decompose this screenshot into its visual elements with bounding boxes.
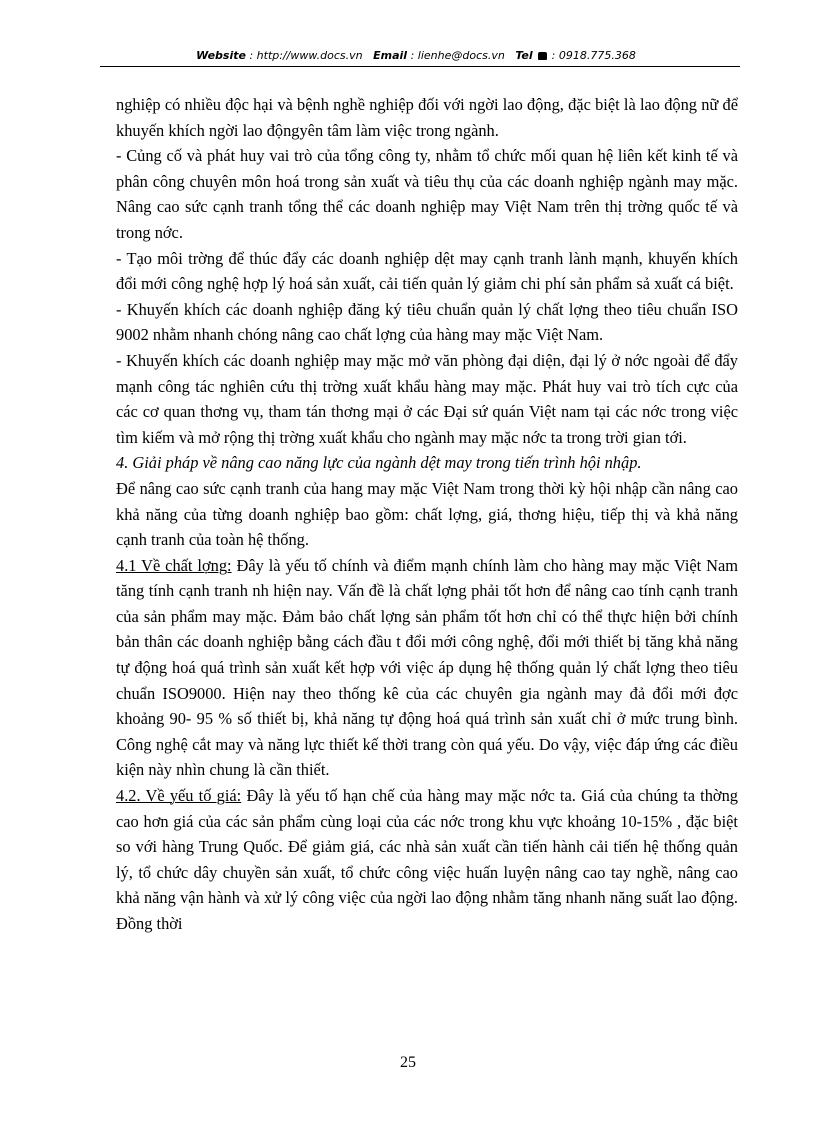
section-label: 4.2. Về yếu tố giá: xyxy=(116,786,242,806)
tel-label: Tel xyxy=(515,49,533,62)
page-number: 25 xyxy=(400,1054,416,1071)
section-heading: 4. Giải pháp về nâng cao năng lực của ngành dệt may trong tiến trình hội nhập. xyxy=(116,453,642,473)
paragraph: - Tạo môi trờng để thúc đẩy các doanh nghiệp dệt may cạnh tranh lành mạnh, khuyến khích đổi mới công nghệ hợp lý hoá sản xuất, cải tiến quản lý giảm chi phí sản phẩm sả xuất cá biệt. xyxy=(116,248,738,294)
section-label: 4.1 Về chất lợng: xyxy=(116,555,232,575)
paragraph: Để nâng cao sức cạnh tranh của hang may mặc Việt Nam trong thời kỳ hội nhập cần nâng cao khả năng của từng doanh nghiệp bao gồm: chất lợng, giá, thơng hiệu, tiếp thị và khả năng cạnh tranh của toàn hệ thống. xyxy=(116,478,738,550)
email-address[interactable]: : lienhe@docs.vn xyxy=(410,49,505,62)
section-text: Đây là yếu tố chính và điểm mạnh chính làm cho hàng may mặc Việt Nam tăng tính cạnh tranh nh hiện nay. Vấn đề là chất lợng phải tốt hơn để nâng cao tính cạnh tranh của sản phẩm may mặc. Đảm bảo chất lợng sản phẩm tốt hơn chỉ có thể thực hiện bởi chính bản thân các doanh nghiệp bằng cách đầu t đổi mới công nghệ, đổi mới thiết bị tăng khả năng tự động hoá quá trình sản xuất kết hợp với việc áp dụng hệ thống quản lý chất lợng theo tiêu chuẩn ISO9000. Hiện nay theo thống kê của các chuyên gia ngành may đả đổi mới đợc khoảng 90- 95 % số thiết bị, khả năng tự động hoá quá trình sản xuất chỉ ở mức trung bình. Công nghệ cắt may và năng lực thiết kế thời trang còn quá yếu. Do vậy, việc đáp ứng các điều kiện này nhìn chung là cần thiết. xyxy=(116,555,738,780)
section-4-2-paragraph xyxy=(116,783,738,937)
phone-icon xyxy=(538,52,547,60)
website-label: Website xyxy=(196,49,246,62)
website-url[interactable]: : http://www.docs.vn xyxy=(249,49,363,62)
email-label: Email xyxy=(373,49,408,62)
paragraph: - Khuyến khích các doanh nghiệp đăng ký tiêu chuẩn quản lý chất lợng theo tiêu chuẩn ISO 9002 nhằm nhanh chóng nâng cao chất lợng của hàng may mặc Việt Nam. xyxy=(116,299,738,345)
paragraph: nghiệp có nhiều độc hại và bệnh nghề nghiệp đối với ngời lao động, đặc biệt là lao động nữ để khuyến khích ngời lao độngyên tâm làm việc trong ngành. xyxy=(116,95,738,140)
tel-number: : 0918.775.368 xyxy=(551,49,636,62)
paragraph: - Củng cố và phát huy vai trò của tổng công ty, nhằm tổ chức mối quan hệ liên kết kinh tế và phân công chuyên môn hoá trong sản xuất và tiêu thụ của các doanh nghiệp ngành may mặc. Nâng cao sức cạnh tranh tổng thể các doanh nghiệp may Việt Nam trên thị trờng quốc tế và trong nớc. xyxy=(116,146,738,242)
page-header xyxy=(92,46,740,66)
paragraph: - Khuyến khích các doanh nghiệp may mặc mở văn phòng đại diện, đại lý ở nớc ngoài để đẩy mạnh công tác nghiên cứu thị trờng xuất khẩu hàng may mặc. Phát huy vai trò tích cực của các cơ quan thơng vụ, tham tán thơng mại ở các Đại sứ quán Việt nam tại các nớc trong việc tìm kiếm và mở rộng thị trờng xuất khẩu cho ngành may mặc nớc ta trong trời gian tới. xyxy=(116,350,738,447)
header-divider xyxy=(100,66,740,67)
document-body xyxy=(116,92,738,937)
section-4-1-paragraph xyxy=(116,553,738,783)
section-text: Đây là yếu tố hạn chế của hàng may mặc nớc ta. Giá của chúng ta thờng cao hơn giá của các sản phẩm cùng loại của các nớc trong khu vực khoảng 10-15% , đặc biệt so với hàng Trung Quốc. Để giảm giá, các nhà sản xuất cần tiến hành cải tiến hệ thống quản lý, tổ chức dây chuyền sản xuất, tổ chức công việc huấn luyện nâng cao tay nghề, nâng cao khả năng vận hành và xử lý công việc của ngời lao động nhằm tăng nhanh năng suất lao động. Đồng thời xyxy=(116,786,738,933)
